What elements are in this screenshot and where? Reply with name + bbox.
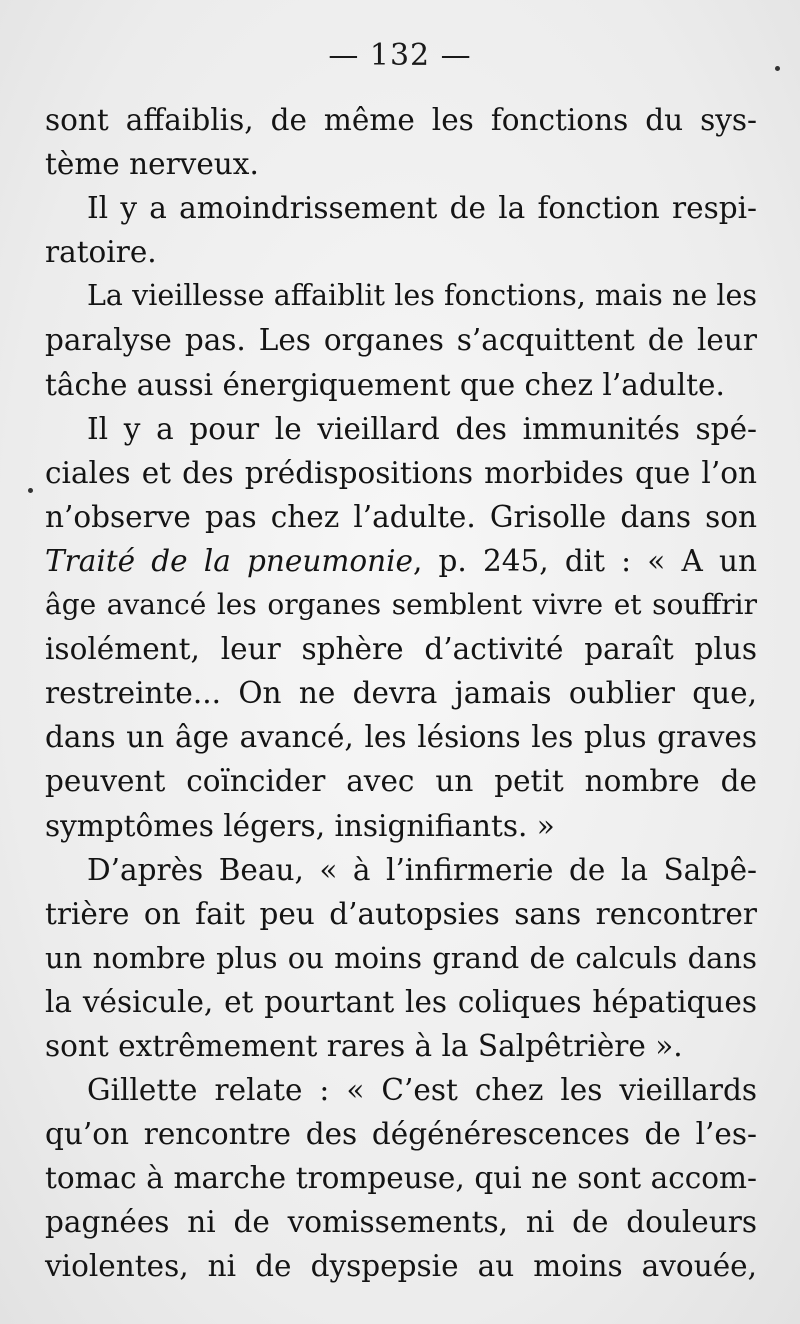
text-line <box>45 1200 757 1244</box>
text-line <box>45 1112 757 1156</box>
text-line <box>45 539 757 583</box>
text-line <box>45 892 757 936</box>
line-text: violentes, ni de dyspepsie au moins avouée, <box>45 1249 757 1284</box>
text-line <box>45 804 757 848</box>
ink-speck <box>775 66 780 71</box>
text-line <box>45 495 757 539</box>
text-line <box>45 274 757 318</box>
text-line <box>45 1024 757 1068</box>
text-line <box>45 1156 757 1200</box>
text-line <box>45 848 757 892</box>
text-line <box>45 759 757 803</box>
line-text: , p. 245, dit : « A un <box>412 543 757 578</box>
text-line <box>45 407 757 451</box>
text-line <box>45 98 757 142</box>
text-line <box>45 1244 757 1288</box>
text-line <box>45 142 757 186</box>
line-text: peuvent coïncider avec un petit nombre de <box>45 764 757 799</box>
line-text: la vésicule, et pourtant les coliques hépatiques <box>45 984 757 1019</box>
line-text: tème nerveux. <box>45 147 259 182</box>
line-text: un nombre plus ou moins grand de calculs dans <box>45 940 757 975</box>
ink-speck <box>28 488 33 493</box>
line-text: Gillette relate : « C’est chez les vieillards <box>87 1073 757 1108</box>
line-text: restreinte... On ne devra jamais oublier que, <box>45 676 757 711</box>
text-line <box>45 318 757 362</box>
line-text: paralyse pas. Les organes s’acquittent de leur <box>45 323 757 358</box>
line-text: isolément, leur sphère d’activité paraît plus <box>45 632 757 667</box>
text-line <box>45 627 757 671</box>
line-text: sont affaiblis, de même les fonctions du sys- <box>45 103 757 137</box>
line-text: âge avancé les organes semblent vivre et souffrir <box>45 588 757 622</box>
text-body <box>45 98 757 1289</box>
line-text: tomac à marche trompeuse, qui ne sont accom- <box>45 1161 757 1196</box>
line-text: symptômes légers, insignifiants. » <box>45 808 555 843</box>
line-text: La vieillesse affaiblit les fonctions, mais ne les <box>87 279 757 313</box>
text-line <box>45 583 757 627</box>
line-text: pagnées ni de vomissements, ni de douleurs <box>45 1205 757 1240</box>
line-text: D’après Beau, « à l’infirmerie de la Salpê- <box>87 852 757 887</box>
text-line <box>45 936 757 980</box>
line-text: dans un âge avancé, les lésions les plus graves <box>45 720 757 755</box>
line-text: ciales et des prédispositions morbides que l’on <box>45 455 757 490</box>
text-line <box>45 451 757 495</box>
line-text: Il y a amoindrissement de la fonction respi- <box>87 191 757 226</box>
line-text: ratoire. <box>45 235 157 270</box>
text-line <box>45 671 757 715</box>
text-line <box>45 230 757 274</box>
italic-title: Traité de la pneumonie <box>45 543 413 578</box>
text-line <box>45 980 757 1024</box>
text-line <box>45 1068 757 1112</box>
line-text: Il y a pour le vieillard des immunités spé- <box>87 411 757 446</box>
line-text: trière on fait peu d’autopsies sans rencontrer <box>45 896 757 931</box>
text-line <box>45 715 757 759</box>
text-line <box>45 363 757 407</box>
line-text: n’observe pas chez l’adulte. Grisolle dans son <box>45 499 757 534</box>
page-number: — 132 — <box>328 38 472 73</box>
line-text: qu’on rencontre des dégénérescences de l’es- <box>45 1117 757 1152</box>
line-text: tâche aussi énergiquement que chez l’adulte. <box>45 367 725 402</box>
text-line <box>45 186 757 230</box>
line-text: sont extrêmement rares à la Salpêtrière ». <box>45 1028 683 1063</box>
